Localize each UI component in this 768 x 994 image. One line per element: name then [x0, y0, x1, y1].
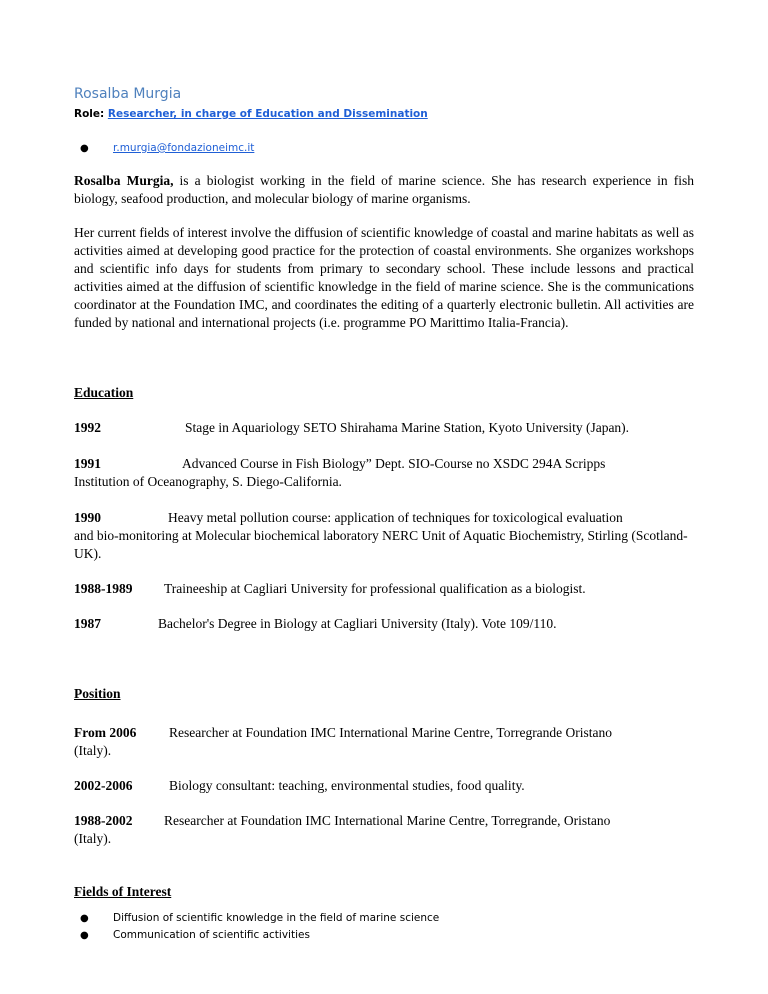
entry-year: 1988-1989 — [74, 581, 133, 596]
entry-text: Stage in Aquariology SETO Shirahama Marine Station, Kyoto University (Japan). — [185, 420, 630, 435]
bio-intro-text: is a biologist working in the field of marine science. She has research experience in fish biology, seafood production, and molecular biology of marine organisms. — [74, 173, 694, 206]
role-link[interactable]: Researcher, in charge of Education and Dissemination — [107, 108, 428, 120]
entry-text-cont: (Italy). — [74, 743, 112, 758]
education-heading: Education — [74, 385, 134, 400]
entry-year: 2002-2006 — [74, 778, 133, 793]
entry-text-cont: Institution of Oceanography, S. Diego-California. — [74, 474, 342, 489]
position-entry — [74, 777, 714, 795]
contact-list — [80, 140, 254, 157]
role-line — [74, 108, 428, 120]
entry-year: 1987 — [74, 616, 101, 631]
bio-paragraph-2: Her current fields of interest involve the diffusion of scientific knowledge of coastal and marine habitats as well as activities aimed at developing good practice for the protection of coastal environments. She organizes workshops and scientific info days for students from primary to secondary school. These include lessons and practical activities aimed at the diffusion of scientific knowledge in the field of marine science. She is the communications coordinator at the Foundation IMC, and coordinates the editing of a quarterly electronic bulletin. All activities are funded by national and international projects (i.e. programme PO Marittimo Italia-Francia). — [74, 225, 694, 330]
education-entry — [74, 455, 714, 491]
bullet-icon: ● — [80, 143, 89, 154]
list-item — [80, 927, 439, 944]
entry-text: Biology consultant: teaching, environmental studies, food quality. — [169, 778, 525, 793]
entry-text: Advanced Course in Fish Biology” Dept. SIO-Course no XSDC 294A Scripps — [182, 456, 606, 471]
bullet-icon: ● — [80, 913, 89, 924]
education-entry — [74, 509, 714, 563]
education-entry — [74, 580, 714, 598]
email-link[interactable]: r.murgia@fondazioneimc.it — [113, 142, 255, 154]
entry-text: Bachelor's Degree in Biology at Cagliari University (Italy). Vote 109/110. — [158, 616, 557, 631]
interests-list — [80, 910, 439, 944]
education-entry — [74, 615, 714, 633]
position-entry — [74, 724, 714, 760]
list-item — [80, 910, 439, 927]
role-label: Role: — [74, 108, 108, 120]
entry-text: Traineeship at Cagliari University for professional qualification as a biologist. — [164, 581, 586, 596]
interest-text: Diffusion of scientific knowledge in the field of marine science — [113, 912, 440, 924]
entry-year: From 2006 — [74, 725, 137, 740]
person-name: Rosalba Murgia — [74, 86, 182, 102]
entry-year: 1988-2002 — [74, 813, 133, 828]
entry-year: 1990 — [74, 510, 101, 525]
position-heading: Position — [74, 686, 121, 701]
bio-paragraph-1 — [74, 172, 694, 208]
position-entry — [74, 812, 714, 848]
interests-heading: Fields of Interest — [74, 884, 172, 899]
entry-text: Researcher at Foundation IMC International Marine Centre, Torregrande, Oristano — [164, 813, 611, 828]
interest-text: Communication of scientific activities — [113, 929, 310, 941]
entry-year: 1991 — [74, 456, 101, 471]
list-item — [80, 140, 254, 157]
bio-name: Rosalba Murgia, — [74, 173, 174, 188]
entry-text: Researcher at Foundation IMC International Marine Centre, Torregrande Oristano — [169, 725, 613, 740]
bullet-icon: ● — [80, 930, 89, 941]
entry-year: 1992 — [74, 420, 101, 435]
entry-text: Heavy metal pollution course: application of techniques for toxicological evaluation — [168, 510, 623, 525]
education-entry — [74, 419, 714, 437]
entry-text-cont: (Italy). — [74, 831, 112, 846]
entry-text-cont: and bio-monitoring at Molecular biochemical laboratory NERC Unit of Aquatic Biochemistry, Stirling (Scotland-UK). — [74, 528, 688, 561]
